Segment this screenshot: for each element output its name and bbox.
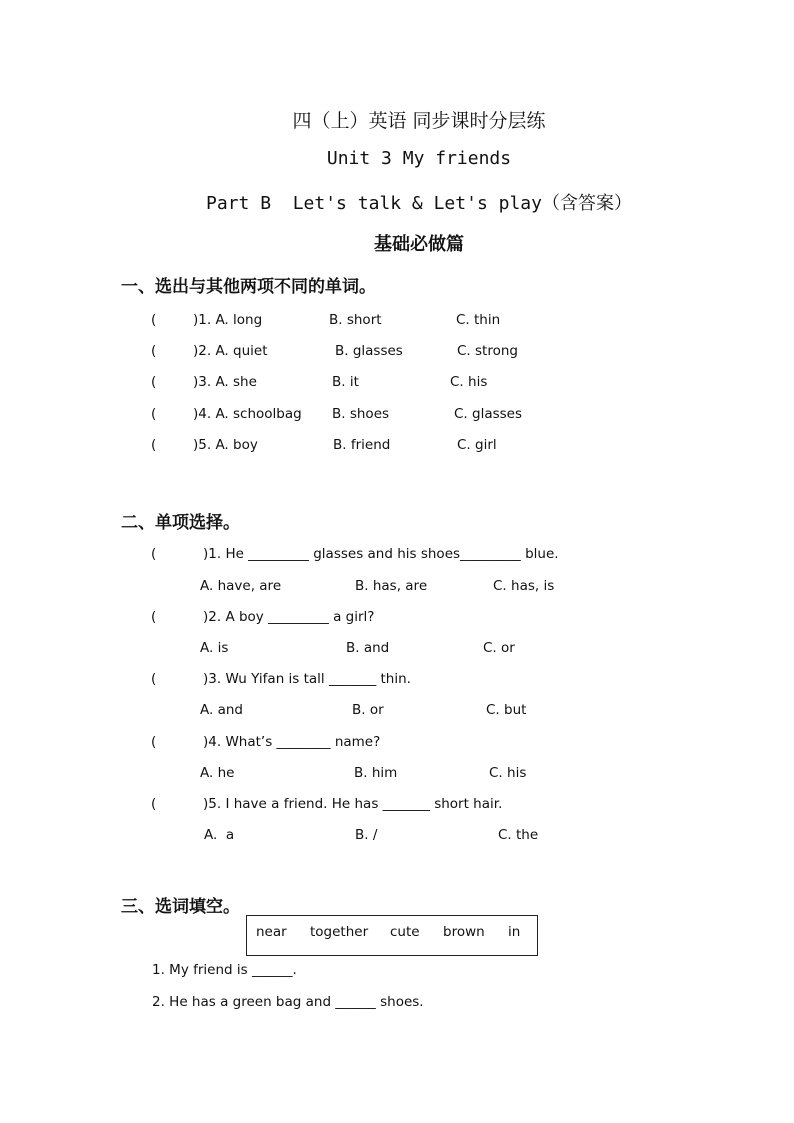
- option-b: B. shoes: [332, 406, 390, 422]
- option-c: C. but: [486, 702, 527, 718]
- option-b: B. /: [355, 827, 378, 843]
- word-bank-word: together: [310, 924, 369, 940]
- option-a: )5. A. boy: [193, 437, 258, 453]
- option-c: C. has, is: [493, 578, 555, 594]
- option-a: A. he: [200, 765, 235, 781]
- option-b: B. him: [354, 765, 398, 781]
- answer-paren: (: [151, 796, 157, 812]
- option-a: A. a: [204, 827, 235, 843]
- answer-paren: (: [151, 546, 157, 562]
- option-c: C. the: [498, 827, 539, 843]
- question-stem: )5. I have a friend. He has _______ short hair.: [203, 796, 503, 812]
- section3-heading: 三、选词填空。: [121, 897, 240, 917]
- option-c: C. his: [489, 765, 527, 781]
- answer-paren: (: [151, 671, 157, 687]
- word-bank-word: in: [508, 924, 521, 940]
- fill-item-2: 2. He has a green bag and ______ shoes.: [152, 994, 424, 1010]
- question-stem: )1. He _________ glasses and his shoes_________ blue.: [203, 546, 559, 562]
- option-a: )3. A. she: [193, 374, 257, 390]
- option-b: B. it: [332, 374, 359, 390]
- answer-paren: (: [151, 437, 157, 453]
- question-stem: )4. What’s ________ name?: [203, 734, 381, 750]
- option-c: C. glasses: [454, 406, 523, 422]
- worksheet-title: 四（上）英语 同步课时分层练: [292, 110, 546, 132]
- word-bank-word: near: [256, 924, 287, 940]
- answer-paren: (: [151, 312, 157, 328]
- unit-title: Unit 3 My friends: [326, 148, 512, 169]
- option-a: )4. A. schoolbag: [193, 406, 302, 422]
- section1-heading: 一、选出与其他两项不同的单词。: [121, 277, 376, 297]
- answer-paren: (: [151, 343, 157, 359]
- option-a: )2. A. quiet: [193, 343, 268, 359]
- answer-paren: (: [151, 609, 157, 625]
- answer-paren: (: [151, 374, 157, 390]
- option-c: C. strong: [457, 343, 518, 359]
- word-bank-word: cute: [390, 924, 420, 940]
- option-a: A. and: [200, 702, 243, 718]
- option-a: )1. A. long: [193, 312, 263, 328]
- fill-item-1: 1. My friend is ______.: [152, 962, 297, 978]
- part-title: Part B Let's talk & Let's play（含答案）: [206, 193, 632, 214]
- option-c: C. thin: [456, 312, 501, 328]
- option-b: B. and: [346, 640, 390, 656]
- option-b: B. has, are: [355, 578, 428, 594]
- option-b: B. glasses: [335, 343, 403, 359]
- option-a: A. have, are: [200, 578, 282, 594]
- question-stem: )3. Wu Yifan is tall _______ thin.: [203, 671, 411, 687]
- option-b: B. or: [352, 702, 384, 718]
- option-c: C. girl: [457, 437, 497, 453]
- option-c: C. or: [483, 640, 515, 656]
- option-a: A. is: [200, 640, 229, 656]
- level-title: 基础必做篇: [374, 234, 464, 255]
- option-b: B. short: [329, 312, 382, 328]
- answer-paren: (: [151, 734, 157, 750]
- word-bank-word: brown: [443, 924, 485, 940]
- question-stem: )2. A boy _________ a girl?: [203, 609, 375, 625]
- section2-heading: 二、单项选择。: [121, 513, 240, 533]
- option-b: B. friend: [333, 437, 391, 453]
- answer-paren: (: [151, 406, 157, 422]
- option-c: C. his: [450, 374, 488, 390]
